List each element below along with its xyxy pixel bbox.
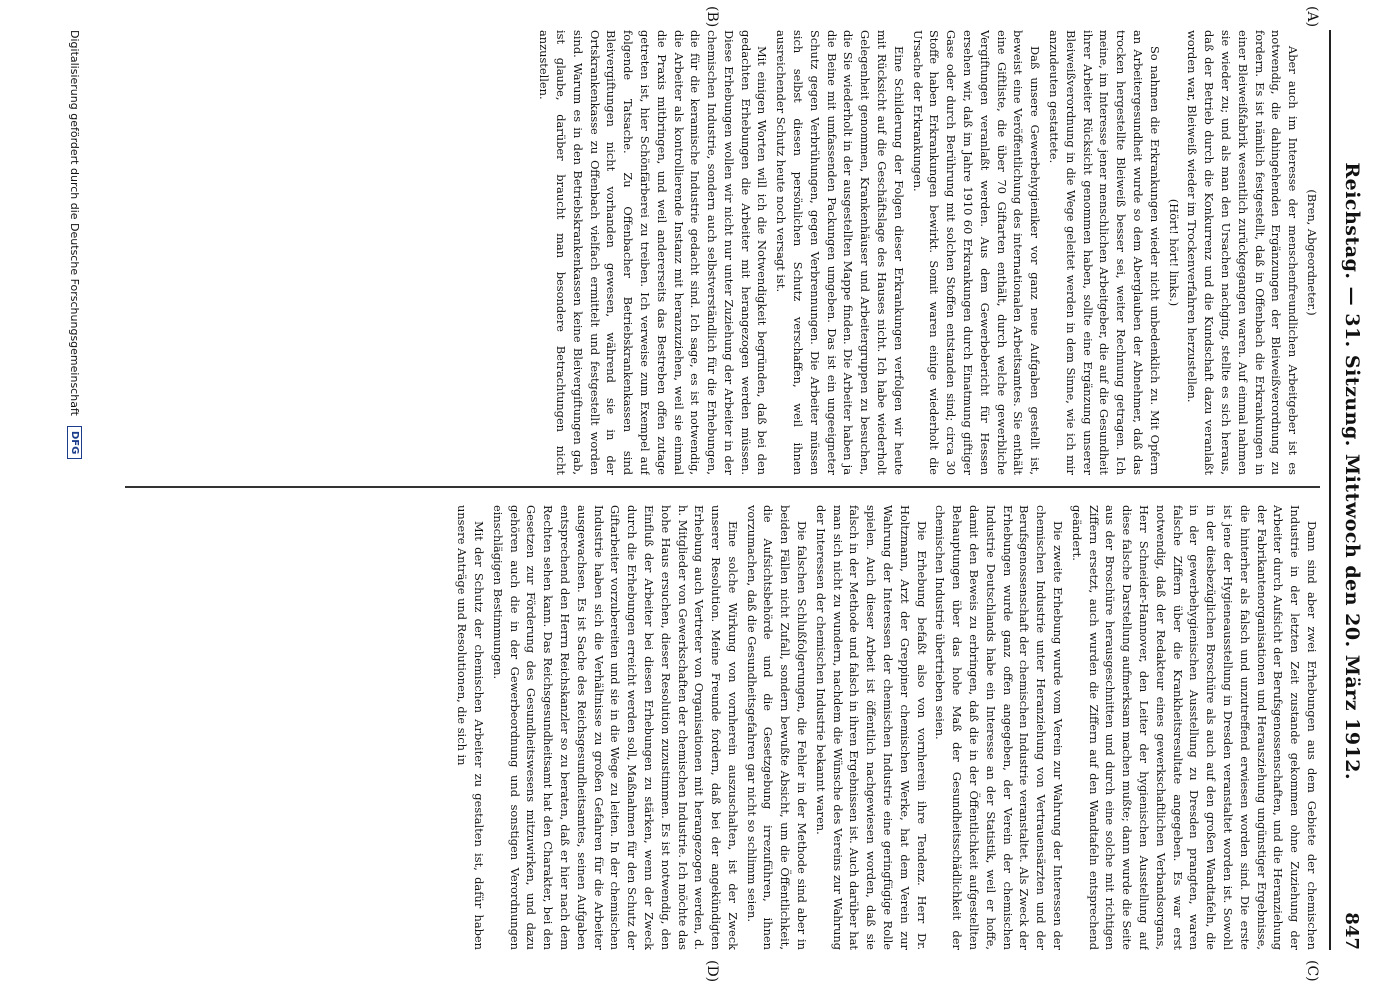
paragraph: Dann sind aber zwei Erhebungen aus dem Gebiete der chemischen Industrie in der letzten Zeit zustande gekommen ohne Zuziehung der Arbeiter durch Aufsicht der Berufsgenossenschaften, und die Heranziehung der Fabrikantenorganisationen und Herausziehung ungünstiger Ergebnisse, die hinterher als falsch und unzutreffend erwiesen worden sind. Die erste ist jene der Hygieneausstellung in Dresden veranstaltet worden ist. Sowohl in der diesbezüglichen Broschüre als auch auf den großen Wandtafeln, die in der gewerbehygienischen Ausstellung zu Dresden prangten, waren falsche Ziffern über die Krankheitsresultate angegeben. Es war erst notwendig, daß der Redakteur eines gewerkschaftlichen Verbandsorgans, Herr Schneider-Hannover, den Leiter der hygienischen Ausstellung auf diese falsche Darstellung aufmerksam machen mußte; dann wurde die Seite aus der Broschüre herausgeschnitten und durch eine solche mit richtigen Ziffern ersetzt, auch wurden die Ziffern auf den Wandtafeln entsprechend geändert.: [1069, 505, 1319, 950]
paragraph: Eine Schilderung der Folgen dieser Erkrankungen verfolgen wir heute mit Rücksicht auf die Geschäftslage des Hauses nicht. Ich habe wiederholt Gelegenheit genommen, Krankenhäuser und Arbeitergruppen zu besuchen, die Sie wiederholt in der ausgestellten Mappe finden. Die Arbeiter haben ja die Beine mit umfassenden Packungen umgeben. Das ist ein ungeeigneter Schutz gegen Verbrühungen, gegen Verbrennungen. Die Arbeiter müssen sich selbst diesen persönlichen Schutz verschaffen, weil ihnen ausreichender Schutz heute noch versagt ist.: [774, 30, 906, 475]
margin-marker-a: (A): [1304, 6, 1320, 28]
paragraph: Die Erhebung befaßt also von vornherein ihre Tendenz. Herr Dr. Holtzmann, Arzt der Greppiner chemischen Werke, hat dem Verein zur Wahrung der Interessen der chemischen Industrie eine geringfügige Rolle spielen. Auch dieser Arbeit ist öffentlich nachgewiesen worden, daß sie falsch in der Methode und falsch in ihren Ergebnissen ist. Auch darüber hat man sich nicht zu wundern, nachdem die Wünsche des Vereins zur Wahrung der Interessen der chemischen Industrie bekannt waren.: [813, 505, 929, 950]
left-column: [125, 30, 1320, 475]
header-title: Reichstag. — 31. Sitzung. Mittwoch den 20. März 1912.: [1341, 162, 1363, 781]
interjection: (Hört! hört! links.): [1166, 198, 1181, 307]
paragraph: Mit einigen Worten will ich die Notwendigkeit begründen, daß bei den gedachten Erhebungen die Arbeiter mit herangezogen werden müssen. Diese Erhebungen wollen wir nicht nur unter Zuziehung der Arbeiter in der chemischen Industrie, sondern auch selbstverständlich für die Erhebungen, die für die keramische Industrie gedacht sind. Ich sage, es ist notwendig, die Arbeiter als kontrollierende Instanz mit heranzuziehen, weil sie einmal die Praxis mitbringen, und weil andererseits das Bestreben offen zutage getreten ist, hier Schönfärberei zu treiben. Ich verweise zum Exempel auf folgende Tatsache. Zu Offenbacher Betriebskrankenkassen sind Bleivergiftungen nicht vorhanden gewesen, während sie in der Ortskrankenkasse zu Offenbach vielfach ermittelt und festgestellt worden sind. Warum es in den Betriebskrankenkassen keine Bleivergiftungen gab, ist glaube, darüber braucht man besondere Betrachtungen nicht anzustellen.: [537, 30, 770, 475]
page-number: 847: [1341, 912, 1363, 950]
margin-marker-d: (D): [704, 960, 720, 983]
margin-marker-b: (B): [704, 6, 720, 28]
paragraph: Daß unsere Gewerbehygieniker vor ganz neue Aufgaben gestellt ist, beweist eine Veröffentlichung des internationalen Arbeitsamtes. Sie enthält eine Giftliste, die über 70 Giftarten enthält, durch welche gewerbliche Vergiftungen veranlaßt werden. Aus dem Gewerbebericht für Hessen ersehen wir, daß im Jahre 1910 60 Erkrankungen durch Einatmung giftiger Gase oder durch Berührung mit solchen Stoffen entstanden sind; circa 30 Stoffe haben Erkrankungen bewirkt. Somit waren einige wiederholt die Ursache der Erkrankungen.: [910, 30, 1043, 475]
speaker-line: (Bren, Abgeordneter.): [1305, 189, 1319, 316]
margin-marker-c: (C): [1304, 960, 1320, 982]
scanned-page: [50, 0, 1380, 1000]
right-column: [125, 505, 1320, 950]
paragraph: Die zweite Erhebung wurde vom Verein zur Wahrung der Interessen der chemischen Industrie unter Heranziehung von Vertrauensärzten und der Berufsgenossenschaft der chemischen Industrie veranstaltet. Als Zweck der Erhebungen wurde ganz offen angegeben, der Verein der chemischen Industrie Deutschlands habe ein Interesse an der Statistik, weil er hoffe, damit den Beweis zu erbringen, daß die in der Öffentlichkeit aufgestellten Behauptungen über das hohe Maß der Gesundheitsschädlichkeit der chemischen Industrie übertrieben seien.: [933, 505, 1066, 950]
paragraph: Aber auch im Interesse der menschenfreundlichen Arbeitgeber ist es notwendig, die dahingehenden Ergänzungen der Bleiweißverordnung zu fordern. Es ist nämlich festgestellt, daß in Offenbach die Erkrankungen in einer Bleiweißfabrik wesentlich zurückgegangen waren. Auf einmal nahmen sie wieder zu; und als man den Ursachen nachging, stellte es sich heraus, daß der Betrieb durch die Konkurrenz und die Kundschaft dazu veranlaßt worden war, Bleiweiß wieder im Trockenverfahren herzustellen.: [1185, 30, 1301, 475]
digitization-footer: [60, 30, 90, 950]
dfg-logo: DFG: [68, 426, 83, 459]
footer-text: Digitalisierung gefördert durch die Deutsche Forschungsgemeinschaft: [68, 30, 82, 416]
paragraph: Mit der Schutz der chemischen Arbeiter zu gestalten ist, dafür haben unsere Anträge und Resolutionen, die sich in: [455, 505, 486, 950]
paragraph: Die falschen Schlußfolgerungen, die Fehler in der Methode sind aber in beiden Fällen nicht Zufall, sondern bewußte Absicht, um die Öffentlichkeit, die Aufsichtsbehörde und die Gesetzgebung irrezuführen, ihnen vorzumachen, daß die Gesundheitsgefahren gar nicht so schlimm seien.: [744, 505, 810, 950]
paragraph: Eine solche Wirkung von vornherein auszuschalten, ist der Zweck unserer Resolution. Meine Freunde fordern, daß bei der angekündigten Erhebung auch Vertreter von Organisationen mit herangezogen werden, d. h. Mitglieder von Gewerkschaften der chemischen Industrie. Ich möchte das hohe Haus ersuchen, dieser Resolution zuzustimmen. Es ist notwendig, den Einfluß der Arbeiter bei diesen Erhebungen zu stärken, wenn der Zweck durch die Erhebungen erreicht werden soll, Maßnahmen für den Schutz der Giftarbeiter vorzubereiten und sie in die Wege zu leiten. In der chemischen Industrie haben sich die Verhältnisse zu großen Gefahren für die Arbeiter ausgewachsen. Es ist Sache des Reichsgesundheitsamtes, seinen Aufgaben entsprechend den Herrn Reichskanzler so zu beraten, daß er hier nach dem Rechten sehen kann. Das Reichsgesundheitsamt hat den Charakter, bei den Gesetzen zur Förderung des Gesundheitswesens mitzuwirken, und dazu gehören auch die in der Gewerbeordnung und sonstigen Verordnungen einschlägigen Bestimmungen.: [490, 505, 740, 950]
header-rule: [1329, 30, 1331, 950]
paragraph: So nahmen die Erkrankungen wieder nicht unbedenklich zu. Mit Opfern an Arbeitergesundheit wurde so dem Aberglauben der Abnehmer, daß das trocken hergestellte Bleiweiß besser sei, weiter Rechnung getragen. Ich meine, im Interesse jener menschlichen Arbeitgeber, die auf die Gesundheit ihrer Arbeiter Rücksicht genommen haben, sollte eine Ergänzung unserer Bleiweißverordnung in die Wege geleitet werden in dem Sinne, wie ich mir anzudeuten gestattete.: [1047, 30, 1162, 475]
column-divider: [125, 486, 1320, 488]
page-header: [1332, 30, 1372, 950]
